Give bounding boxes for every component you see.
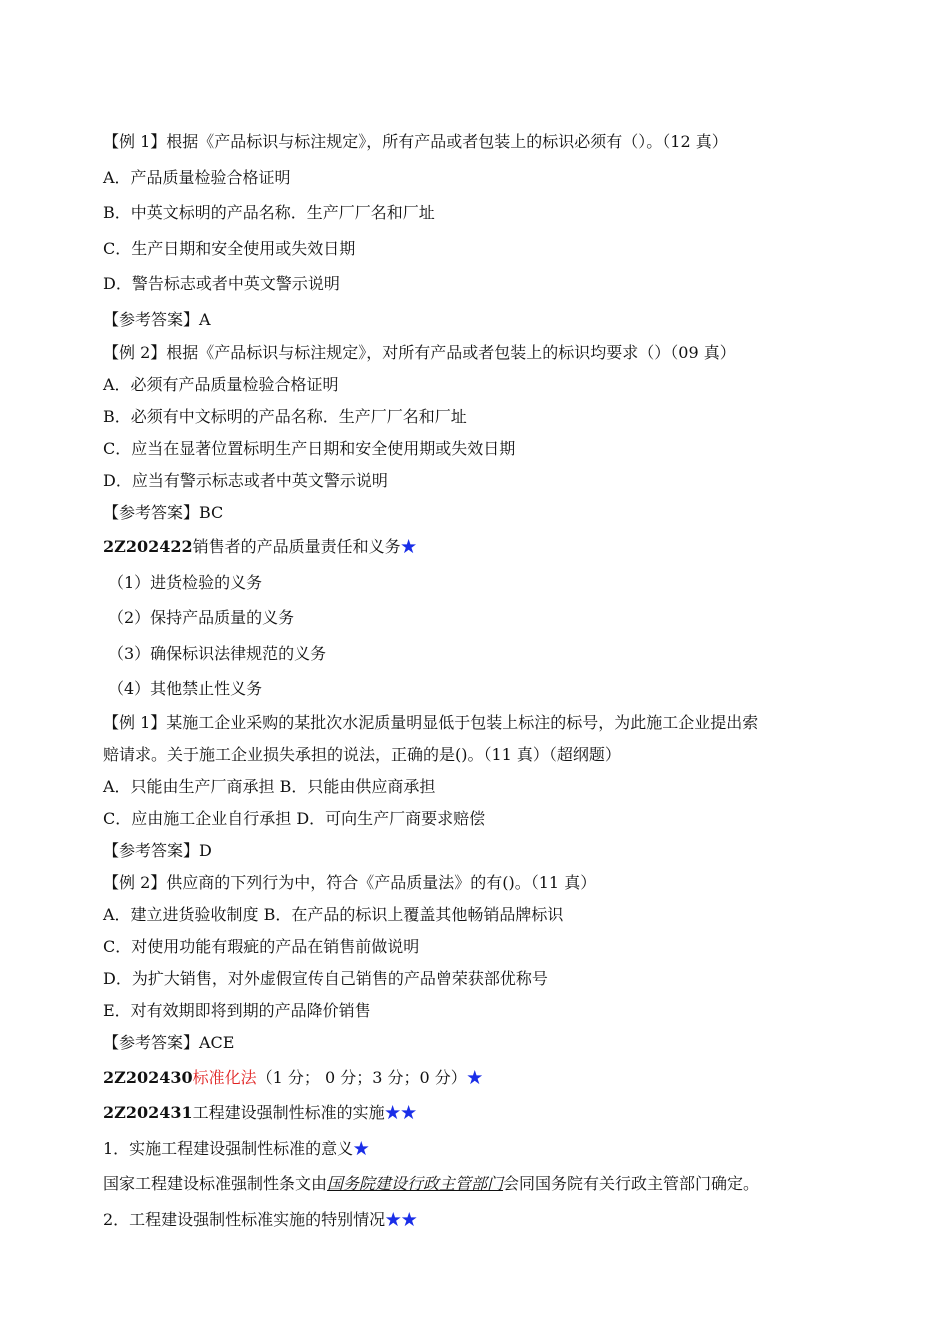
section-heading-2z202430	[103, 1067, 483, 1089]
body-paragraph	[103, 1173, 759, 1195]
double-star-icon: ★★	[385, 1210, 418, 1229]
subheading-text: 2．工程建设强制性标准实施的特别情况	[103, 1210, 386, 1229]
option-b: B．必须有中文标明的产品名称．生产厂厂名和厂址	[103, 407, 467, 426]
section-heading-2z202422	[103, 536, 417, 558]
list-item: （4）其他禁止性义务	[108, 679, 263, 698]
example-2-question: 【例 2】供应商的下列行为中，符合《产品质量法》的有()。（11 真）	[103, 873, 597, 892]
option-d: D．警告标志或者中英文警示说明	[103, 274, 340, 293]
option-e: E．对有效期即将到期的产品降价销售	[103, 1001, 371, 1020]
section-code: 2Z202430	[103, 1068, 193, 1087]
option-d: D．应当有警示标志或者中英文警示说明	[103, 471, 388, 490]
reference-answer: 【参考答案】BC	[103, 503, 224, 522]
section-title: 销售者的产品质量责任和义务	[192, 537, 401, 556]
section-heading-2z202431	[103, 1102, 417, 1124]
star-icon: ★	[466, 1068, 483, 1087]
option-a: A．产品质量检验合格证明	[103, 168, 291, 187]
score-note: （1 分； 0 分；3 分；0 分）	[256, 1068, 467, 1087]
example-1-question: 【例 1】根据《产品标识与标注规定》，所有产品或者包装上的标识必须有（）。（12 真）	[103, 132, 728, 151]
options-a-b: A．只能由生产厂商承担 B．只能由供应商承担	[103, 777, 436, 796]
reference-answer: 【参考答案】D	[103, 841, 212, 860]
section-code: 2Z202422	[103, 537, 193, 556]
subheading-1	[103, 1138, 369, 1160]
list-item: （1）进货检验的义务	[108, 573, 263, 592]
option-d: D．为扩大销售，对外虚假宣传自己销售的产品曾荣获部优称号	[103, 969, 548, 988]
section-code: 2Z202431	[103, 1103, 193, 1122]
option-a: A．必须有产品质量检验合格证明	[103, 375, 339, 394]
options-c-d: C．应由施工企业自行承担 D．可向生产厂商要求赔偿	[103, 809, 486, 828]
reference-answer: 【参考答案】A	[103, 310, 211, 329]
option-c: C．对使用功能有瑕疵的产品在销售前做说明	[103, 937, 420, 956]
star-icon: ★	[353, 1139, 370, 1158]
double-star-icon: ★★	[384, 1103, 417, 1122]
example-1-question: 【例 1】某施工企业采购的某批次水泥质量明显低于包装上标注的标号，为此施工企业提出索	[103, 713, 759, 732]
section-title: 工程建设强制性标准的实施	[192, 1103, 385, 1122]
options-a-b: A．建立进货验收制度 B．在产品的标识上覆盖其他畅销品牌标识	[103, 905, 564, 924]
subheading-2	[103, 1209, 417, 1231]
subheading-text: 1．实施工程建设强制性标准的意义	[103, 1139, 354, 1158]
list-item: （2）保持产品质量的义务	[108, 608, 295, 627]
section-title: 标准化法	[192, 1068, 257, 1087]
option-c: C．应当在显著位置标明生产日期和安全使用期或失效日期	[103, 439, 516, 458]
body-text: 国家工程建设标准强制性条文由	[103, 1174, 328, 1193]
emphasized-text: 国务院建设行政主管部门	[327, 1174, 504, 1193]
example-1-question-cont: 赔请求。关于施工企业损失承担的说法，正确的是()。（11 真）（超纲题）	[103, 745, 621, 764]
option-b: B．中英文标明的产品名称．生产厂厂名和厂址	[103, 203, 435, 222]
body-text: 会同国务院有关行政主管部门确定。	[503, 1174, 760, 1193]
list-item: （3）确保标识法律规范的义务	[108, 644, 327, 663]
option-c: C．生产日期和安全使用或失效日期	[103, 239, 356, 258]
star-icon: ★	[400, 537, 417, 556]
example-2-question: 【例 2】根据《产品标识与标注规定》，对所有产品或者包装上的标识均要求（）（09 真）	[103, 343, 736, 362]
reference-answer: 【参考答案】ACE	[103, 1033, 235, 1052]
